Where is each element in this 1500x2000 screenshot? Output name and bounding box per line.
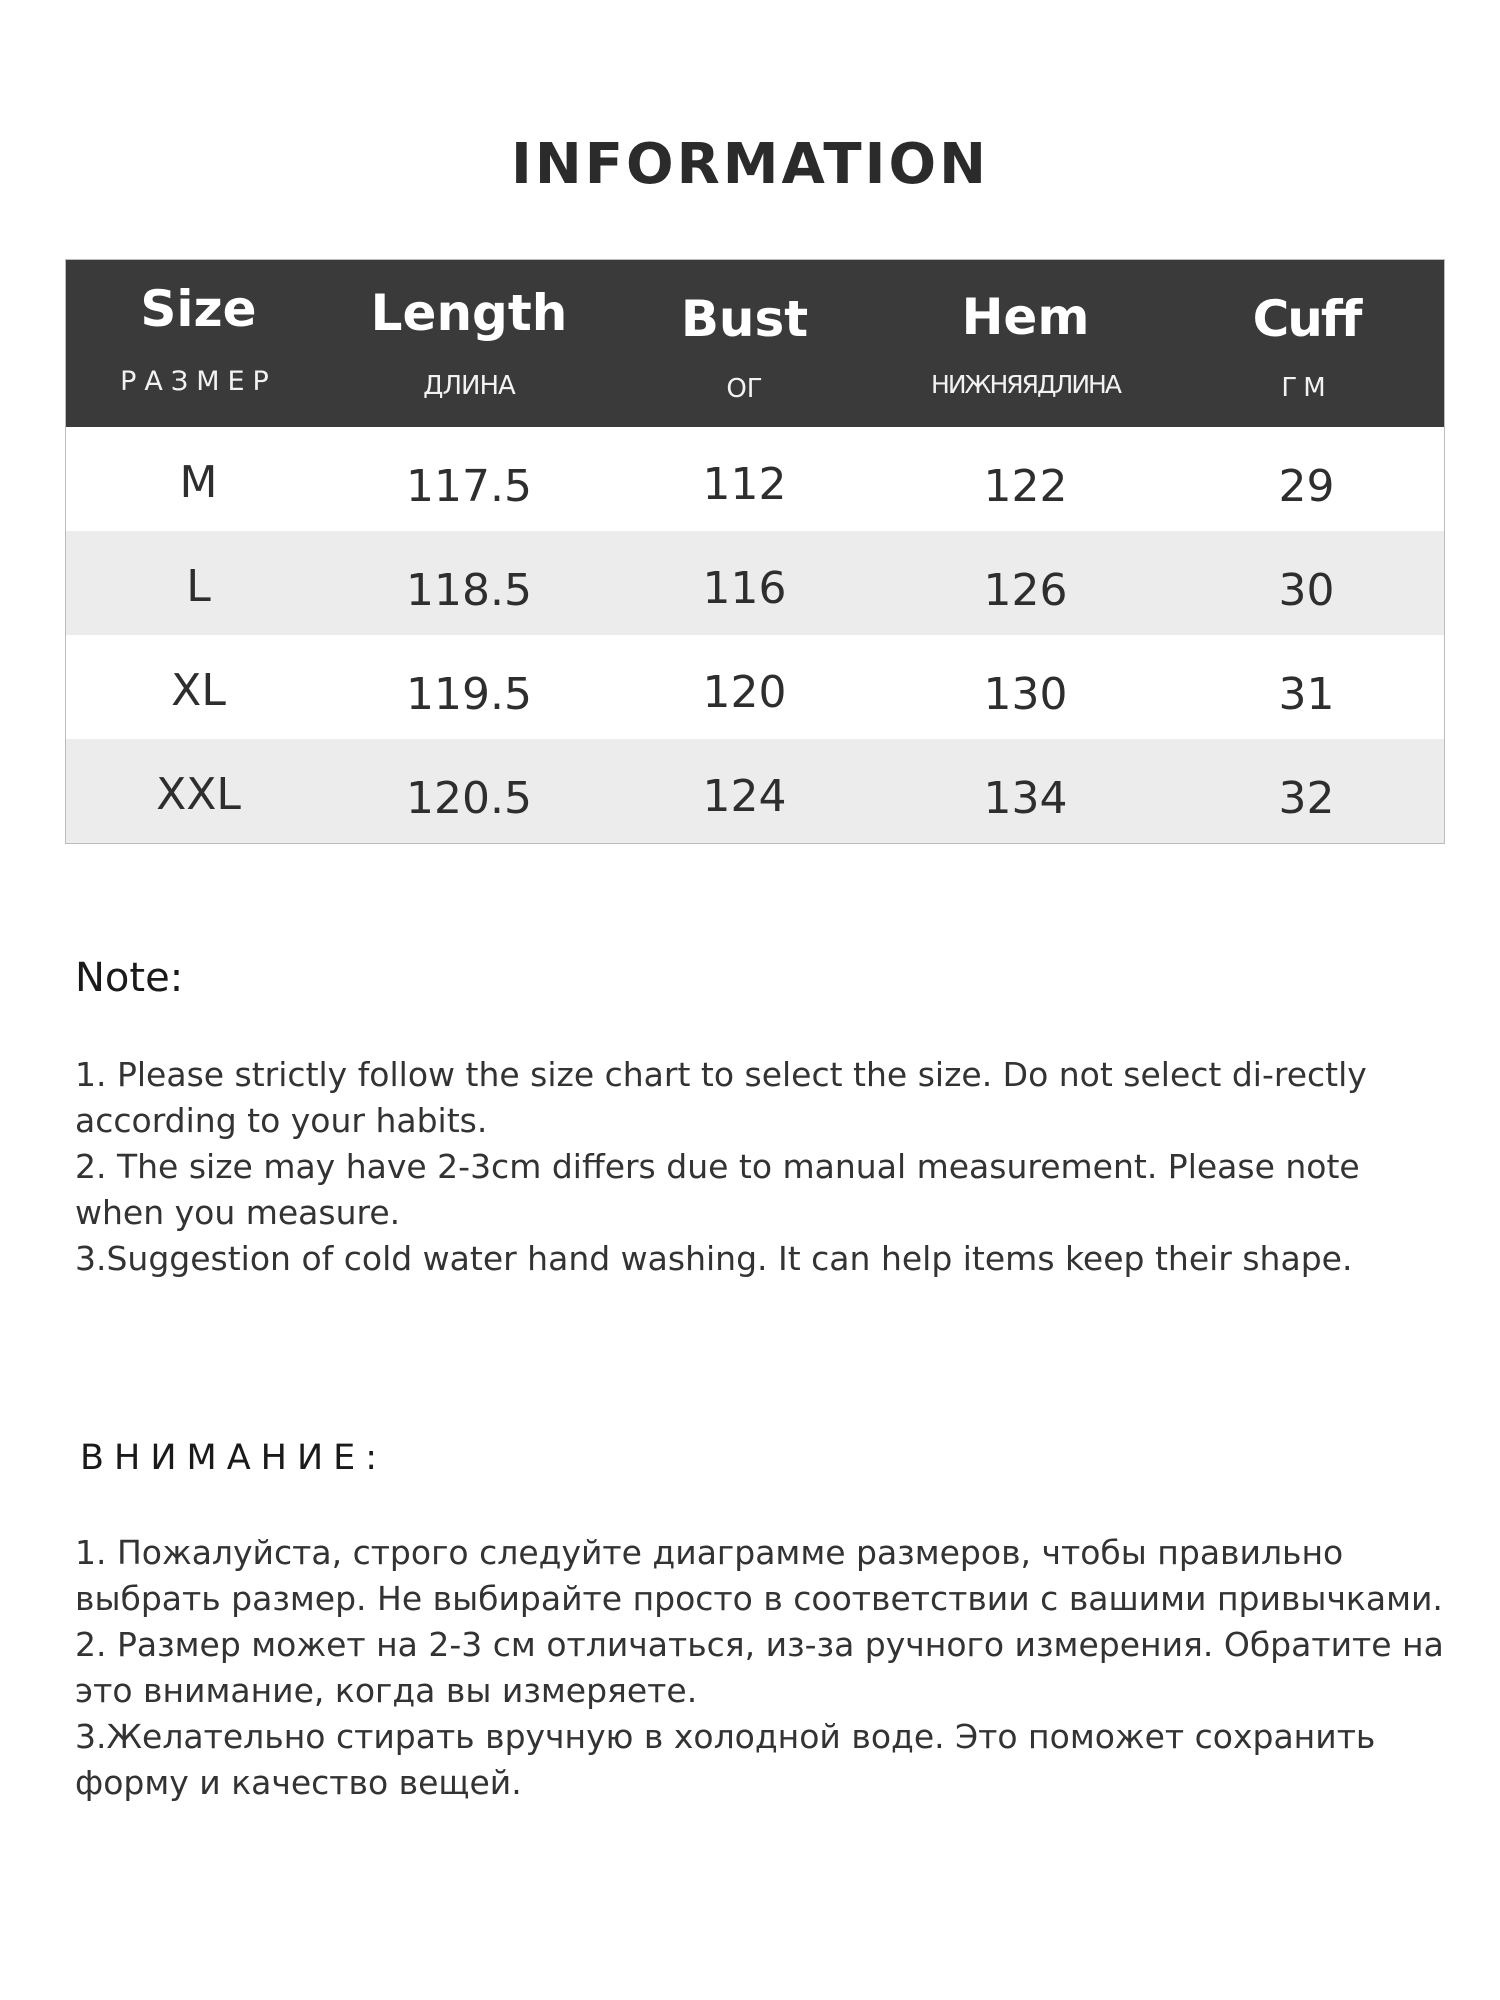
ru-note-item: 1. Пожалуйста, строго следуйте диаграмме размеров, чтобы правильно выбрать размер. Не выбирайте просто в соответствии с вашими привычками.	[75, 1533, 1443, 1618]
cell-length: 117.5	[406, 461, 532, 512]
note-item: 1. Please strictly follow the size chart to select the size. Do not select di-rectly according to your habits.	[75, 1055, 1367, 1140]
cell-hem: 134	[983, 773, 1068, 824]
cell-size: M	[179, 457, 218, 508]
header-cuff	[1169, 260, 1444, 427]
cell-hem: 126	[983, 565, 1068, 616]
header-bust	[607, 260, 882, 427]
table-row	[66, 635, 1444, 739]
cell-bust: 120	[702, 667, 787, 718]
ru-note-heading: ВНИМАНИЕ:	[80, 1438, 388, 1478]
note-heading: Note:	[75, 955, 184, 1001]
header-length-label-ru: ДЛИНА	[423, 371, 515, 401]
header-bust-label: Bust	[680, 290, 809, 348]
cell-size: L	[186, 561, 211, 612]
header-size	[66, 260, 331, 427]
note-list	[75, 1052, 1435, 1282]
header-cuff-label-ru: ГМ	[1281, 373, 1332, 403]
note-item: 2. The size may have 2-3cm differs due to manual measurement. Please note when you measure.	[75, 1147, 1360, 1232]
header-hem-label-ru: НИЖНЯЯДЛИНА	[931, 370, 1120, 399]
cell-bust: 116	[702, 563, 787, 614]
ru-note-item: 3.Желательно стирать вручную в холодной воде. Это поможет сохранить форму и качество вещей.	[75, 1717, 1376, 1802]
cell-cuff: 32	[1278, 773, 1335, 824]
table-row	[66, 739, 1444, 843]
cell-hem: 122	[983, 461, 1068, 512]
cell-length: 119.5	[406, 669, 532, 720]
table-row	[66, 427, 1444, 531]
header-length	[331, 260, 607, 427]
cell-length: 120.5	[406, 773, 532, 824]
header-cuff-label: Cuff	[1252, 290, 1361, 348]
cell-cuff: 31	[1278, 669, 1335, 720]
cell-cuff: 29	[1278, 461, 1335, 512]
table-row	[66, 531, 1444, 635]
header-size-label-ru: РАЗМЕР	[120, 366, 277, 397]
cell-bust: 124	[702, 771, 787, 822]
ru-note-list	[75, 1530, 1455, 1806]
header-hem	[882, 260, 1169, 427]
cell-cuff: 30	[1278, 565, 1335, 616]
header-length-label: Length	[370, 284, 568, 342]
cell-size: XXL	[156, 769, 241, 820]
header-size-label: Size	[140, 280, 257, 338]
cell-hem: 130	[983, 669, 1068, 720]
table-header	[66, 260, 1444, 427]
note-item: 3.Suggestion of cold water hand washing. It can help items keep their shape.	[75, 1239, 1353, 1278]
header-bust-label-ru: ОГ	[726, 374, 763, 404]
page-title: INFORMATION	[511, 132, 989, 197]
ru-note-item: 2. Размер может на 2-3 см отличаться, из-за ручного измерения. Обратите на это внимание, когда вы измеряете.	[75, 1625, 1444, 1710]
cell-bust: 112	[702, 459, 787, 510]
header-hem-label: Hem	[961, 288, 1090, 346]
size-table	[65, 259, 1445, 844]
cell-size: XL	[171, 665, 226, 716]
cell-length: 118.5	[406, 565, 532, 616]
